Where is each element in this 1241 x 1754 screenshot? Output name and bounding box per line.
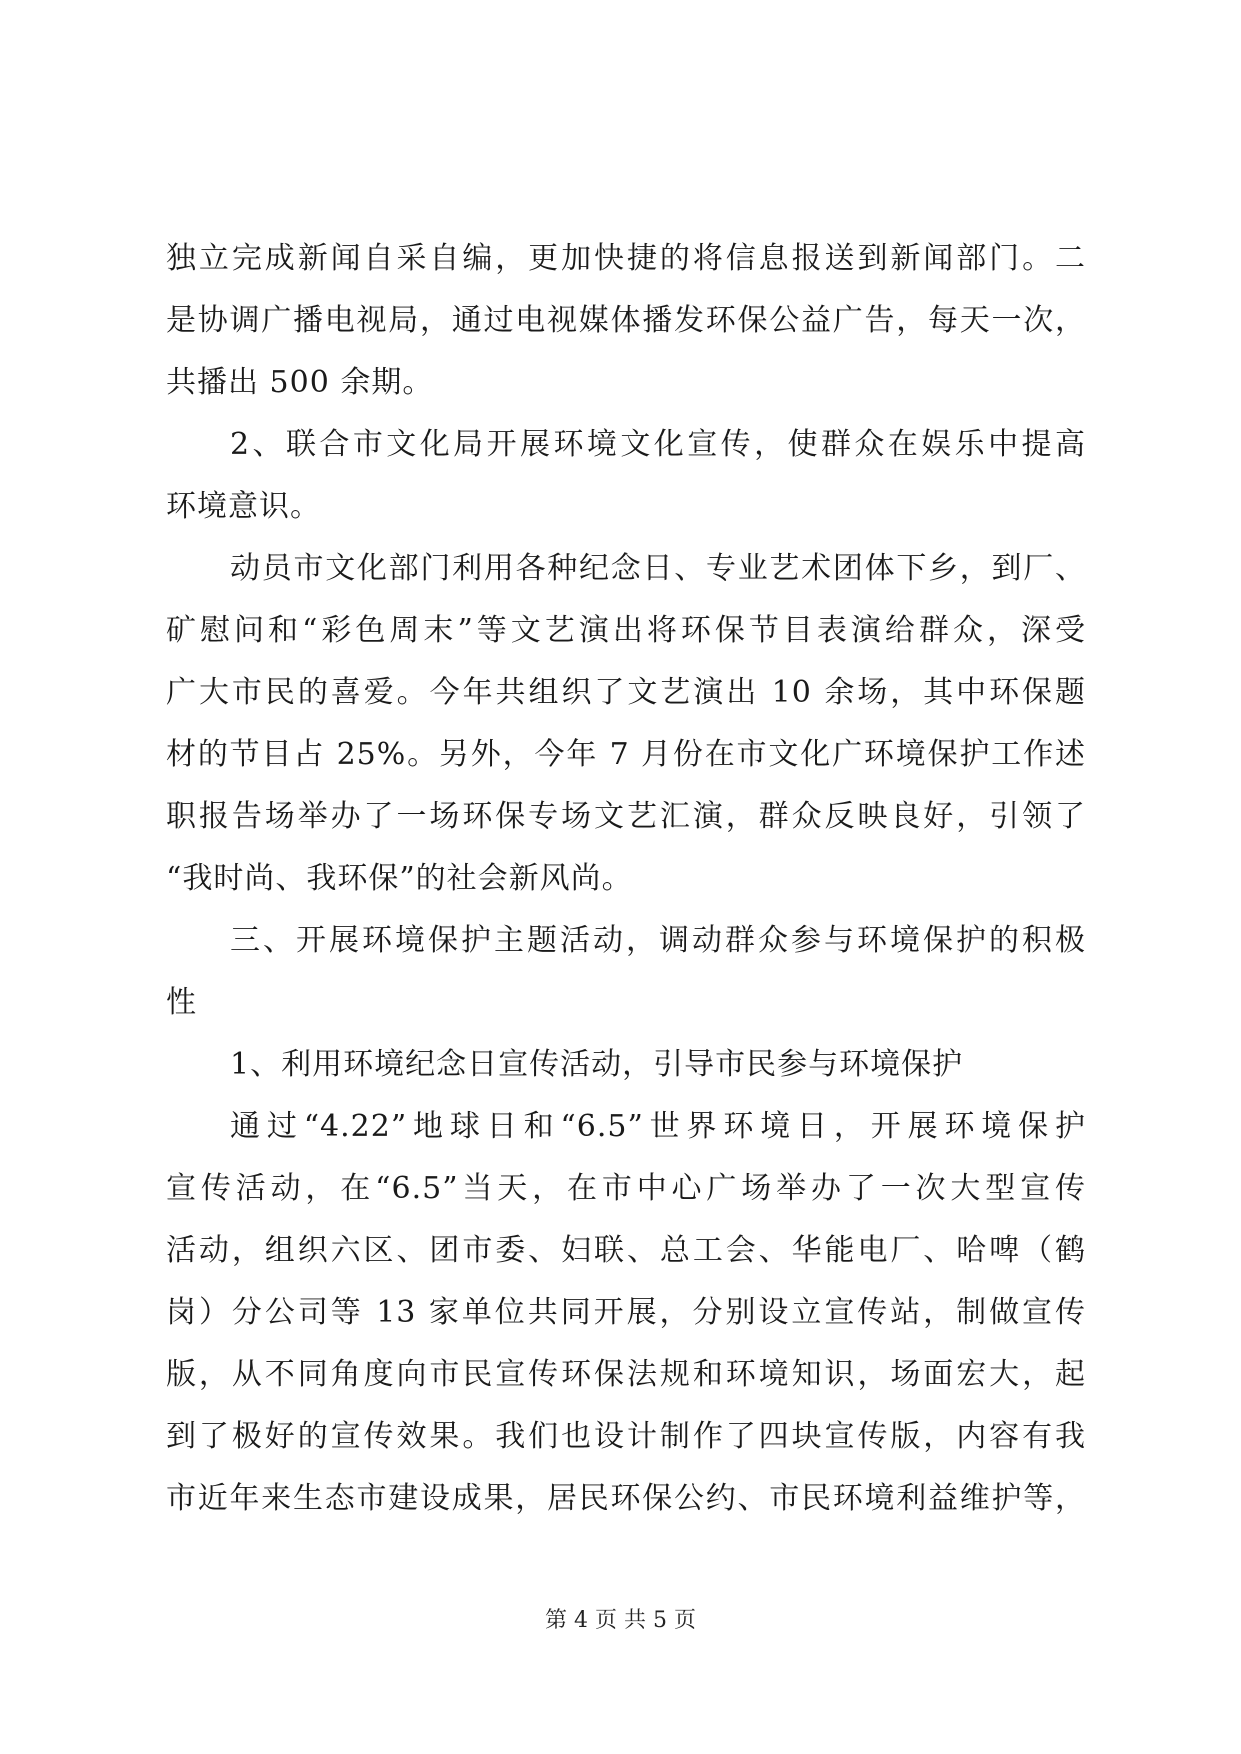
text-line: 材的节目占 25%。另外，今年 7 月份在市文化广环境保护工作述 bbox=[166, 737, 1086, 772]
text-line: 2、联合市文化局开展环境文化宣传，使群众在娱乐中提高 bbox=[230, 427, 1086, 462]
text-line: 市近年来生态市建设成果，居民环保公约、市民环境利益维护等， bbox=[166, 1481, 1086, 1516]
text-line: 是协调广播电视局，通过电视媒体播发环保公益广告，每天一次， bbox=[166, 303, 1086, 338]
text-line: 通过“4.22”地球日和“6.5”世界环境日，开展环境保护 bbox=[230, 1109, 1086, 1144]
text-line: 广大市民的喜爱。今年共组织了文艺演出 10 余场，其中环保题 bbox=[166, 675, 1086, 710]
text-line: 版，从不同角度向市民宣传环保法规和环境知识，场面宏大，起 bbox=[166, 1357, 1086, 1392]
page-footer bbox=[0, 1606, 1241, 1636]
section-heading-line: 三、开展环境保护主题活动，调动群众参与环境保护的积极 bbox=[230, 923, 1086, 958]
text-line: 环境意识。 bbox=[166, 489, 321, 524]
text-line: 岗）分公司等 13 家单位共同开展，分别设立宣传站，制做宣传 bbox=[166, 1295, 1086, 1330]
section-heading-line: 性 bbox=[166, 985, 197, 1020]
text-line: 共播出 500 余期。 bbox=[166, 365, 434, 400]
text-line: 矿慰问和“彩色周末”等文艺演出将环保节目表演给群众，深受 bbox=[166, 613, 1086, 648]
text-line: 职报告场举办了一场环保专场文艺汇演，群众反映良好，引领了 bbox=[166, 799, 1086, 834]
text-line: 独立完成新闻自采自编，更加快捷的将信息报送到新闻部门。二 bbox=[166, 241, 1086, 276]
text-line: “我时尚、我环保”的社会新风尚。 bbox=[166, 861, 633, 896]
document-body bbox=[166, 228, 1086, 1530]
text-line: 宣传活动，在“6.5”当天，在市中心广场举办了一次大型宣传 bbox=[166, 1171, 1086, 1206]
text-line: 活动，组织六区、团市委、妇联、总工会、华能电厂、哈啤（鹤 bbox=[166, 1233, 1086, 1268]
page-number-label: 第 4 页 共 5 页 bbox=[545, 1608, 696, 1633]
text-line: 动员市文化部门利用各种纪念日、专业艺术团体下乡，到厂、 bbox=[230, 551, 1086, 586]
subheading-line: 1、利用环境纪念日宣传活动，引导市民参与环境保护 bbox=[230, 1047, 964, 1082]
text-line: 到了极好的宣传效果。我们也设计制作了四块宣传版，内容有我 bbox=[166, 1419, 1086, 1454]
